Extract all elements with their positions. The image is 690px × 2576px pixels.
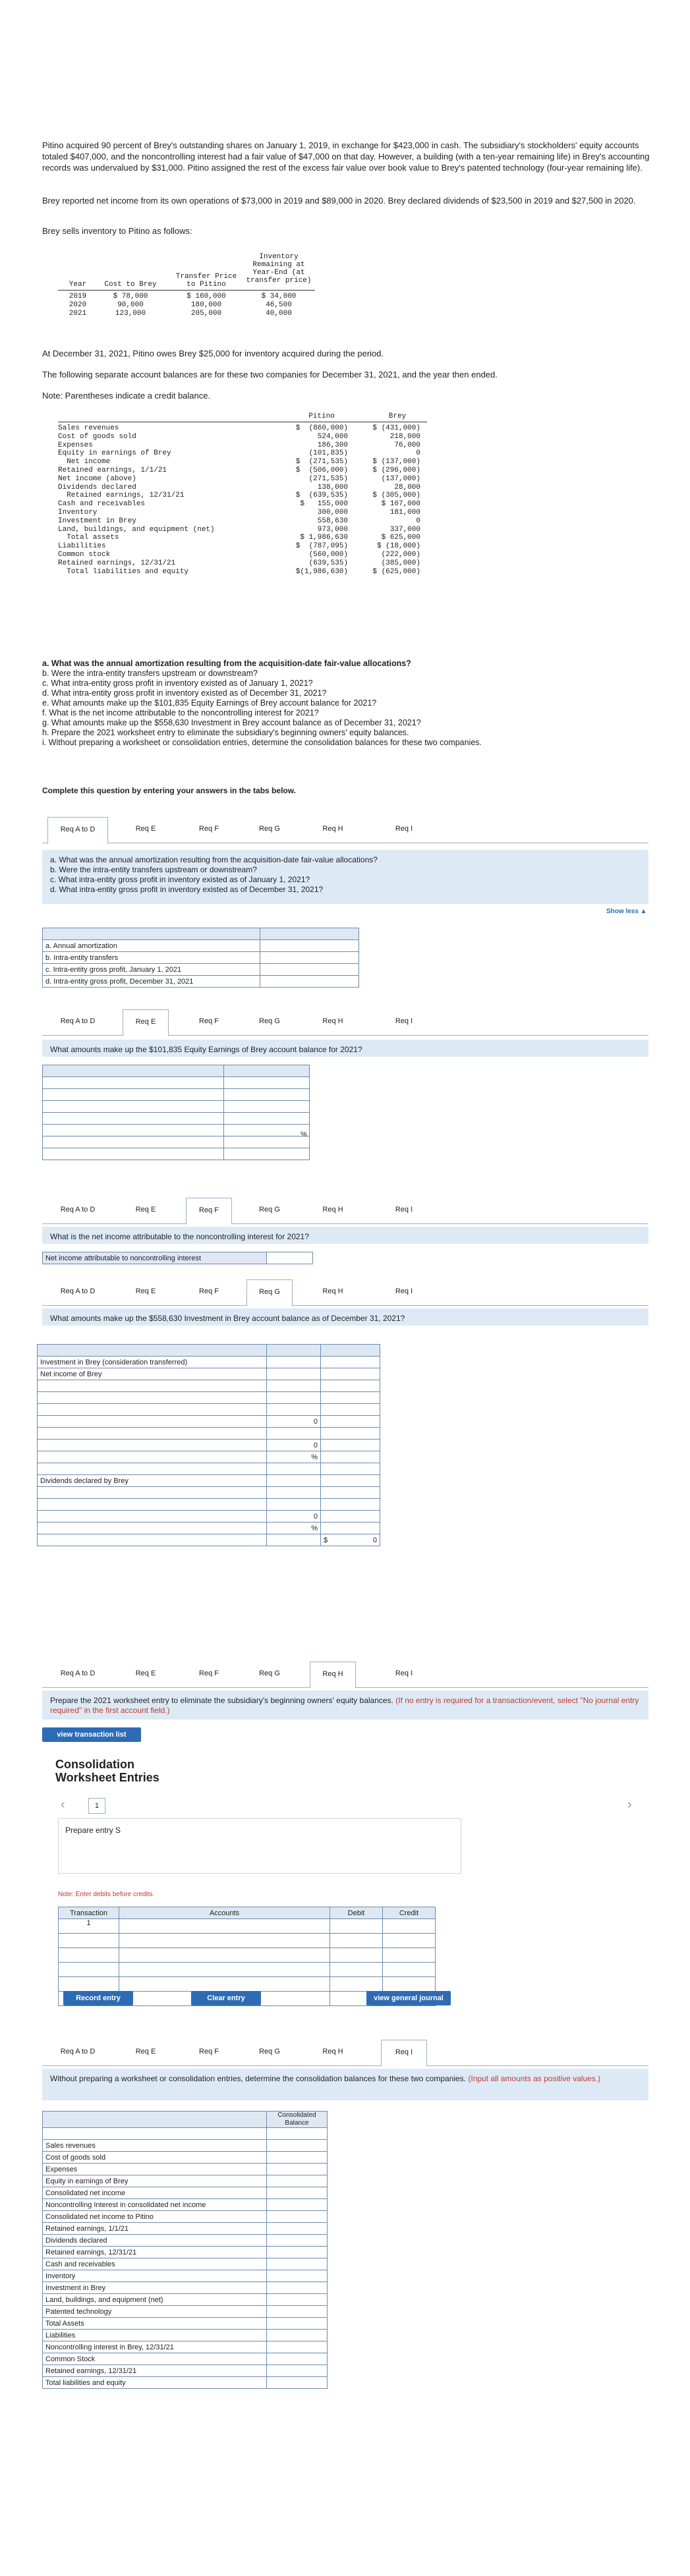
tab-req-g[interactable]: Req G — [259, 1669, 280, 1677]
e-amount-5[interactable] — [224, 1125, 310, 1136]
credit-input[interactable] — [383, 1963, 436, 1977]
prepare-entry-box — [58, 1818, 461, 1874]
g-row[interactable] — [38, 1511, 267, 1523]
g-row[interactable] — [38, 1416, 267, 1428]
tab-bar — [42, 1279, 648, 1306]
consolidation-row — [43, 2365, 328, 2377]
debit-input[interactable] — [330, 1963, 383, 1977]
consolidation-row — [43, 2306, 328, 2318]
tab-req-e[interactable]: Req E — [135, 825, 156, 833]
gross-profit-jan-input[interactable] — [260, 964, 359, 976]
g-zero: 0 — [267, 1440, 321, 1451]
annual-amortization-input[interactable] — [260, 940, 359, 952]
consolidation-row-label: Cost of goods sold — [43, 2152, 267, 2164]
q-e: What amounts make up the $101,835 Equity Earnings of Brey account balance for 2021? — [50, 1045, 362, 1054]
g-amt[interactable] — [267, 1487, 321, 1499]
consolidation-row — [43, 2199, 328, 2211]
consolidation-row-label: Cash and receivables — [43, 2258, 267, 2270]
consolidated-balance-input[interactable] — [267, 2294, 328, 2306]
g-row[interactable] — [38, 1487, 267, 1499]
q-d: d. What intra-entity gross profit in inventory existed as of December 31, 2021? — [50, 885, 324, 894]
tab-req-f[interactable]: Req F — [199, 2048, 219, 2056]
consolidation-row-label: Patented technology — [43, 2306, 267, 2318]
balance-row: Net income (above) (271,535) (137,000) — [58, 474, 420, 483]
balance-row: Total liabilities and equity $(1,986,630) $ (625,000) — [58, 567, 420, 576]
consolidation-row — [43, 2152, 328, 2164]
ad-row-a: a. Annual amortization — [43, 940, 359, 952]
credit-input[interactable] — [383, 1934, 436, 1948]
tab-req-h[interactable]: Req H — [310, 1662, 356, 1689]
g-row[interactable] — [38, 1404, 267, 1416]
consolidated-balance-input[interactable] — [267, 2270, 328, 2282]
balance-row: Cost of goods sold 524,000 218,000 — [58, 432, 420, 441]
tab-req-g[interactable]: Req G — [259, 1206, 280, 1214]
consolidation-row-label: Investment in Brey — [43, 2282, 267, 2294]
g-investment-amount[interactable] — [321, 1357, 380, 1368]
tab-req-g[interactable]: Req G — [246, 1279, 293, 1306]
balance-row: Net income $ (271,535) $ (137,000) — [58, 458, 420, 466]
ad-row-d: d. Intra-entity gross profit, December 31, 2021 — [43, 976, 359, 988]
tab-req-h[interactable]: Req H — [322, 2048, 343, 2056]
e-label-7[interactable] — [43, 1148, 224, 1160]
balance-row: Common stock (560,000) (222,000) — [58, 550, 420, 559]
e-label-2[interactable] — [43, 1089, 224, 1101]
g-amt[interactable]: % — [267, 1451, 321, 1463]
tab-req-a-to-d[interactable]: Req A to D — [60, 1669, 96, 1677]
tab-req-e[interactable]: Req E — [135, 2048, 156, 2056]
e-amount-6[interactable] — [224, 1136, 310, 1148]
consolidation-row — [43, 2164, 328, 2175]
consolidated-balance-input[interactable] — [267, 2318, 328, 2330]
tab-req-e[interactable]: Req E — [135, 1206, 156, 1214]
account-select[interactable] — [119, 1919, 330, 1934]
balances-table — [58, 412, 427, 630]
record-entry-button[interactable]: Record entry — [63, 1991, 133, 2005]
g-row[interactable] — [38, 1523, 267, 1534]
intro-paragraph-3: Brey sells inventory to Pitino as follows: — [42, 226, 192, 236]
g-zero: 0 — [267, 1416, 321, 1428]
consolidation-row-label: Sales revenues — [43, 2140, 267, 2152]
consolidation-row — [43, 2377, 328, 2389]
tab-req-f[interactable]: Req F — [199, 1669, 219, 1677]
e-label-6[interactable] — [43, 1136, 224, 1148]
consolidation-row-label: Equity in earnings of Brey — [43, 2175, 267, 2187]
q-f: What is the net income attributable to the noncontrolling interest for 2021? — [50, 1232, 309, 1241]
consolidated-balance-input[interactable] — [267, 2247, 328, 2258]
balance-row: Retained earnings, 12/31/21 $ (639,535) $ (305,000) — [58, 491, 420, 500]
balance-row: Expenses 186,300 76,000 — [58, 441, 420, 449]
question-box-g — [42, 1308, 648, 1326]
tab-req-i[interactable]: Req I — [395, 1669, 413, 1677]
page-number[interactable]: 1 — [88, 1798, 105, 1814]
inv-row: 2021 123,000 205,000 40,000 — [69, 310, 292, 318]
balance-row: Retained earnings, 1/1/21 $ (506,000) $ (296,000) — [58, 466, 420, 474]
consolidation-row — [43, 2353, 328, 2365]
intro-paragraph-2: Brey reported net income from its own operations of $73,000 in 2019 and $89,000 in 2020. Brey declared dividends of $23,500 in 2019 and $27,500 in 2020. — [42, 196, 636, 206]
bal-h-brey: Brey — [388, 412, 407, 420]
tab-bar — [42, 2040, 648, 2066]
question-item: d. What intra-entity gross profit in inventory existed as of December 31, 2021? — [42, 688, 327, 698]
balance-row: Investment in Brey 558,630 0 — [58, 517, 420, 525]
question-item: c. What intra-entity gross profit in inventory existed as of January 1, 2021? — [42, 679, 313, 688]
q-h-note: (If no entry is required for a transaction/event, select "No journal entry required" in the first account field.) — [50, 1696, 639, 1715]
consolidated-balance-input[interactable] — [267, 2365, 328, 2377]
clear-entry-button[interactable]: Clear entry — [191, 1991, 261, 2005]
intro-paragraph-5: The following separate account balances are for these two companies for December 31, 2021, and the year then ended. — [42, 370, 498, 379]
consolidated-balance-input[interactable] — [267, 2341, 328, 2353]
g-amt[interactable] — [267, 1499, 321, 1511]
consolidation-row — [43, 2294, 328, 2306]
gross-profit-dec-input[interactable] — [260, 976, 359, 988]
question-box-i — [42, 2069, 648, 2100]
tab-req-a-to-d[interactable]: Req A to D — [60, 1017, 96, 1025]
consolidation-row — [43, 2247, 328, 2258]
consolidated-balance-input[interactable] — [267, 2187, 328, 2199]
inv-row: 2020 90,000 180,000 46,500 — [69, 301, 292, 309]
tab-req-e[interactable]: Req E — [123, 1009, 169, 1036]
e-amount-4[interactable] — [224, 1113, 310, 1125]
g-amt[interactable] — [267, 1428, 321, 1440]
intro-paragraph-1: Pitino acquired 90 percent of Brey's outstanding shares on January 1, 2019, in exchange for $423,000 in cash. The subsidiary's stockholders' equity accounts totaled $407,000, and the noncontrolling interest had a fair value of $47,000 on that day. However, a building (with a ten-year remaining life) in Brey's accounting records was undervalued by $31,000. Pitino assigned the rest of the excess fair value over book value to Brey's patented technology (four-year remaining life). — [42, 140, 650, 173]
tab-bar — [42, 1009, 648, 1036]
nci-input[interactable] — [267, 1252, 313, 1264]
consolidation-row — [43, 2187, 328, 2199]
e-amount-3[interactable] — [224, 1101, 310, 1113]
tab-req-a-to-d[interactable]: Req A to D — [60, 1287, 96, 1295]
consolidation-row-label: Consolidated net income to Pitino — [43, 2211, 267, 2223]
tab-req-f[interactable]: Req F — [199, 1287, 219, 1295]
question-item: i. Without preparing a worksheet or consolidation entries, determine the consolidation balances for these two companies. — [42, 738, 482, 747]
prev-page-icon[interactable]: ‹ — [61, 1797, 65, 1812]
inv-h-cost: Cost to Brey — [104, 281, 157, 289]
account-select[interactable] — [119, 1977, 330, 1992]
consolidation-row — [43, 2282, 328, 2294]
balance-row: Retained earnings, 12/31/21 (639,535) (385,000) — [58, 559, 420, 567]
question-item: f. What is the net income attributable to the noncontrolling interest for 2021? — [42, 708, 319, 717]
consolidation-row-label: Expenses — [43, 2164, 267, 2175]
e-amount-7[interactable] — [224, 1148, 310, 1160]
e-answer-table — [42, 1065, 310, 1160]
tab-req-i[interactable]: Req I — [395, 1017, 413, 1025]
q-a: a. What was the annual amortization resulting from the acquisition-date fair-value allocations? — [50, 855, 378, 864]
consolidation-row — [43, 2318, 328, 2330]
balance-row: Equity in earnings of Brey (101,835) 0 — [58, 449, 420, 458]
consolidation-row-label: Liabilities — [43, 2330, 267, 2341]
e-label-1[interactable] — [43, 1077, 224, 1089]
intro-paragraph-6: Note: Parentheses indicate a credit balance. — [42, 391, 211, 401]
tab-req-h[interactable]: Req H — [322, 1017, 343, 1025]
complete-prompt: Complete this question by entering your answers in the tabs below. — [42, 786, 296, 795]
consolidation-row-label: Noncontrolling Interest in consolidated net income — [43, 2199, 267, 2211]
g-row[interactable] — [38, 1499, 267, 1511]
balance-row: Sales revenues $ (860,000) $ (431,000) — [58, 424, 420, 432]
g-row[interactable] — [38, 1380, 267, 1392]
g-net-income-label: Net income of Brey — [38, 1368, 267, 1380]
debit-input[interactable] — [330, 1934, 383, 1948]
debit-input[interactable] — [330, 1919, 383, 1934]
consolidation-row-label: Total liabilities and equity — [43, 2377, 267, 2389]
ad-row-c: c. Intra-entity gross profit, January 1, 2021 — [43, 964, 359, 976]
q-i: Without preparing a worksheet or consolidation entries, determine the consolidation balances for these two companies. — [50, 2074, 467, 2083]
account-select[interactable] — [119, 1934, 330, 1948]
balance-row: Cash and receivables $ 155,000 $ 107,000 — [58, 500, 420, 509]
consolidated-balance-input[interactable] — [267, 2199, 328, 2211]
credit-input[interactable] — [383, 1977, 436, 1992]
consolidated-balance-input[interactable] — [267, 2164, 328, 2175]
question-item: h. Prepare the 2021 worksheet entry to eliminate the subsidiary's beginning owners' equity balances. — [42, 728, 409, 737]
question-box-e — [42, 1040, 648, 1057]
question-item: g. What amounts make up the $558,630 Investment in Brey account balance as of December 31, 2021? — [42, 718, 421, 727]
consolidated-balance-input[interactable] — [267, 2211, 328, 2223]
consolidated-balance-input[interactable] — [267, 2152, 328, 2164]
g-row[interactable] — [38, 1440, 267, 1451]
question-item: a. What was the annual amortization resulting from the acquisition-date fair-value allocations? — [42, 659, 411, 668]
g-amt[interactable] — [267, 1404, 321, 1416]
q-g: What amounts make up the $558,630 Investment in Brey account balance as of December 31, 2021? — [50, 1314, 405, 1323]
g-row[interactable] — [38, 1534, 267, 1546]
inv-h-year: Year — [69, 281, 87, 289]
consolidation-row — [43, 2330, 328, 2341]
g-zero: 0 — [267, 1511, 321, 1523]
tab-req-a-to-d[interactable]: Req A to D — [47, 817, 108, 844]
consolidation-row-label: Total Assets — [43, 2318, 267, 2330]
g-dividends-label: Dividends declared by Brey — [38, 1475, 267, 1487]
col-accounts: Accounts — [119, 1907, 330, 1919]
inv-h-transfer: Transfer Price to Pitino — [175, 273, 237, 289]
next-page-icon[interactable]: › — [627, 1797, 632, 1812]
show-less-link[interactable]: Show less ▲ — [606, 908, 647, 915]
tab-req-h[interactable]: Req H — [322, 825, 343, 833]
worksheet-title: Consolidation Worksheet Entries — [55, 1758, 159, 1784]
inv-h-remaining: Inventory Remaining at Year-End (at transfer price) — [246, 253, 312, 285]
consolidated-balance-input[interactable] — [267, 2377, 328, 2389]
e-label-3[interactable] — [43, 1101, 224, 1113]
q-i-note: (Input all amounts as positive values.) — [468, 2074, 601, 2083]
consolidation-row-label: Retained earnings, 12/31/21 — [43, 2247, 267, 2258]
question-item: e. What amounts make up the $101,835 Equity Earnings of Brey account balance for 2021? — [42, 698, 377, 708]
debits-note: Note: Enter debits before credits. — [58, 1891, 155, 1898]
txn-number: 1 — [59, 1919, 119, 1934]
view-transaction-list-button[interactable]: view transaction list — [42, 1727, 141, 1742]
consolidation-row-label: Land, buildings, and equipment (net) — [43, 2294, 267, 2306]
col-credit: Credit — [383, 1907, 436, 1919]
intro-paragraph-4: At December 31, 2021, Pitino owes Brey $25,000 for inventory acquired during the period. — [42, 349, 384, 358]
f-answer-table — [42, 1252, 313, 1264]
tab-req-g[interactable]: Req G — [259, 825, 280, 833]
consolidated-balance-input[interactable] — [267, 2223, 328, 2235]
consolidated-balance-input[interactable] — [267, 2330, 328, 2341]
view-general-journal-button[interactable]: view general journal — [366, 1991, 451, 2005]
intra-entity-transfers-select[interactable] — [260, 952, 359, 964]
consolidation-row-label: Consolidated net income — [43, 2187, 267, 2199]
balances-rows — [58, 424, 427, 576]
prepare-entry-label: Prepare entry S — [65, 1826, 121, 1835]
question-box-f — [42, 1227, 648, 1244]
ad-row-b: b. Intra-entity transfers — [43, 952, 359, 964]
consolidation-row-label: Common Stock — [43, 2353, 267, 2365]
question-item: b. Were the intra-entity transfers upstream or downstream? — [42, 669, 258, 678]
tab-req-f[interactable]: Req F — [186, 1198, 232, 1225]
tab-req-e[interactable]: Req E — [135, 1669, 156, 1677]
g-total: $ 0 — [321, 1534, 380, 1546]
consolidation-row — [43, 2341, 328, 2353]
consolidated-balance-input[interactable] — [267, 2175, 328, 2187]
ad-answer-table — [42, 928, 359, 988]
g-amt[interactable] — [267, 1392, 321, 1404]
q-h: Prepare the 2021 worksheet entry to eliminate the subsidiary's beginning owners' equity balances. — [50, 1696, 393, 1705]
tab-req-i[interactable]: Req I — [381, 2040, 427, 2067]
consolidated-balance-input[interactable] — [267, 2353, 328, 2365]
consolidated-balance-input[interactable] — [267, 2282, 328, 2294]
g-row[interactable] — [38, 1392, 267, 1404]
g-answer-table — [37, 1344, 380, 1546]
bal-h-pitino: Pitino — [308, 412, 335, 420]
questions-list — [42, 659, 675, 748]
tab-req-g[interactable]: Req G — [259, 2048, 280, 2056]
balance-row: Inventory 300,000 181,000 — [58, 508, 420, 517]
balance-row: Dividends declared 138,000 28,000 — [58, 483, 420, 491]
account-select[interactable] — [119, 1948, 330, 1963]
question-box-a-d — [42, 850, 648, 904]
e-amount-1[interactable] — [224, 1077, 310, 1089]
e-percent-sign: % — [301, 1130, 307, 1138]
tab-req-e[interactable]: Req E — [135, 1287, 156, 1295]
inv-row: 2019 $ 78,000 $ 160,000 $ 34,000 — [69, 293, 297, 300]
credit-input[interactable] — [383, 1948, 436, 1963]
consolidation-row — [43, 2270, 328, 2282]
consolidation-row — [43, 2258, 328, 2270]
tab-req-g[interactable]: Req G — [259, 1017, 280, 1025]
nci-label: Net income attributable to noncontrolling interest — [43, 1252, 267, 1264]
g-amt[interactable]: % — [267, 1523, 321, 1534]
consolidation-row — [43, 2211, 328, 2223]
g-amt[interactable] — [321, 1463, 380, 1475]
tab-req-i[interactable]: Req I — [395, 825, 413, 833]
debit-input[interactable] — [330, 1948, 383, 1963]
i-answer-table — [42, 2111, 328, 2389]
col-debit: Debit — [330, 1907, 383, 1919]
q-c: c. What intra-entity gross profit in inventory existed as of January 1, 2021? — [50, 875, 310, 884]
account-select[interactable] — [119, 1963, 330, 1977]
consolidation-row-label: Retained earnings, 12/31/21 — [43, 2365, 267, 2377]
g-amt[interactable] — [267, 1380, 321, 1392]
consolidated-balance-header: Consolidated Balance — [267, 2112, 328, 2128]
tab-bar — [42, 1662, 648, 1688]
tab-req-f[interactable]: Req F — [199, 1017, 219, 1025]
tab-req-h[interactable]: Req H — [322, 1287, 343, 1295]
credit-input[interactable] — [383, 1919, 436, 1934]
g-investment-label: Investment in Brey (consideration transferred) — [38, 1357, 267, 1368]
consolidation-row-label: Retained earnings, 1/1/21 — [43, 2223, 267, 2235]
q-b: b. Were the intra-entity transfers upstream or downstream? — [50, 865, 257, 874]
balance-row: Land, buildings, and equipment (net) 973,000 337,000 — [58, 525, 420, 534]
tab-bar — [42, 1198, 648, 1224]
tab-bar — [42, 817, 648, 843]
question-box-h — [42, 1691, 648, 1720]
tab-req-a-to-d[interactable]: Req A to D — [60, 1206, 96, 1214]
tab-req-a-to-d[interactable]: Req A to D — [60, 2048, 96, 2056]
balance-row: Total assets $ 1,986,630 $ 625,000 — [58, 534, 420, 542]
col-transaction: Transaction — [59, 1907, 119, 1919]
e-label-5[interactable] — [43, 1125, 224, 1136]
tab-req-i[interactable]: Req I — [395, 1287, 413, 1295]
tab-req-h[interactable]: Req H — [322, 1206, 343, 1214]
consolidated-balance-input[interactable] — [267, 2258, 328, 2270]
consolidation-row — [43, 2140, 328, 2152]
tab-req-i[interactable]: Req I — [395, 1206, 413, 1214]
g-row[interactable] — [38, 1451, 267, 1463]
e-label-4[interactable] — [43, 1113, 224, 1125]
consolidated-balance-input[interactable] — [267, 2140, 328, 2152]
balance-row: Liabilities $ (787,095) $ (18,000) — [58, 542, 420, 551]
consolidated-balance-input[interactable] — [267, 2306, 328, 2318]
g-row[interactable] — [38, 1463, 267, 1475]
consolidated-balance-input[interactable] — [267, 2235, 328, 2247]
consolidation-row — [43, 2235, 328, 2247]
debit-input[interactable] — [330, 1977, 383, 1992]
consolidation-row-label: Dividends declared — [43, 2235, 267, 2247]
g-row[interactable] — [38, 1428, 267, 1440]
consolidation-row — [43, 2175, 328, 2187]
consolidation-row-label: Noncontrolling interest in Brey, 12/31/21 — [43, 2341, 267, 2353]
consolidation-row-label: Inventory — [43, 2270, 267, 2282]
tab-req-f[interactable]: Req F — [199, 825, 219, 833]
consolidation-row — [43, 2223, 328, 2235]
e-amount-2[interactable] — [224, 1089, 310, 1101]
